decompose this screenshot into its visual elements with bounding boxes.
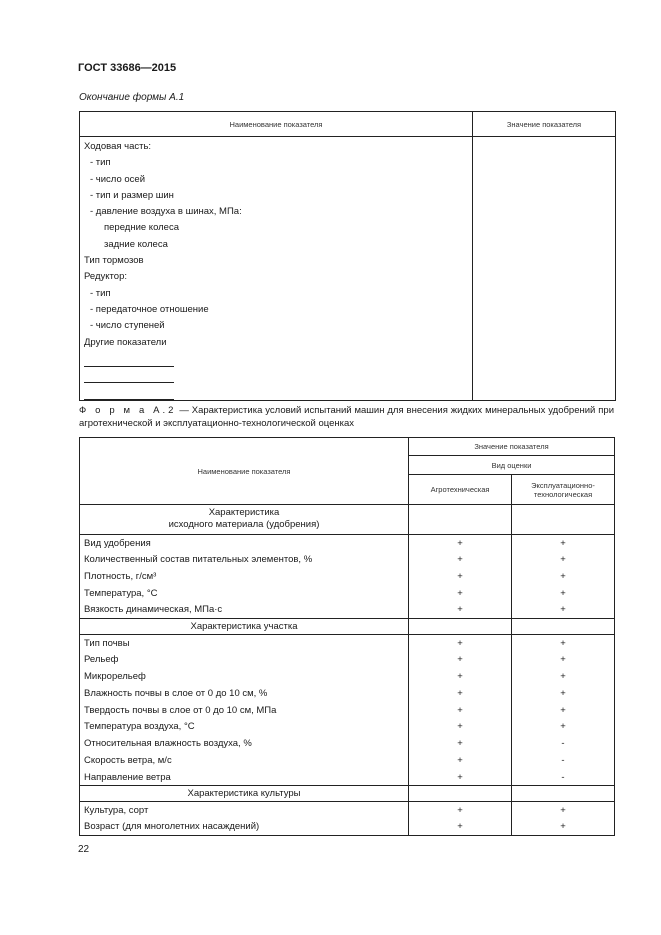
form-a2-col-value: Значение показателя bbox=[409, 438, 615, 456]
agro-mark: + bbox=[409, 718, 512, 735]
section-empty-cell bbox=[409, 505, 512, 535]
table-row bbox=[80, 702, 615, 719]
form-a1-row: Тип тормозов bbox=[84, 255, 144, 267]
agro-mark: + bbox=[409, 702, 512, 719]
indicator-name: Культура, сорт bbox=[80, 802, 409, 819]
section-title-line: Характеристика bbox=[208, 507, 280, 518]
section-title bbox=[80, 505, 409, 535]
section-header-row bbox=[80, 786, 615, 802]
agro-mark: + bbox=[409, 802, 512, 819]
form-a1-row: - число ступеней bbox=[90, 320, 165, 332]
table-row bbox=[80, 735, 615, 752]
agro-mark: + bbox=[409, 568, 512, 585]
form-a1-row: - передаточное отношение bbox=[90, 303, 209, 315]
section-title: Характеристика участка bbox=[80, 618, 409, 634]
expl-mark: + bbox=[512, 585, 615, 602]
form-a2-col-expl: Эксплуатационно-технологическая bbox=[512, 475, 615, 505]
table-row bbox=[80, 802, 615, 819]
indicator-name: Скорость ветра, м/с bbox=[80, 752, 409, 769]
expl-mark: + bbox=[512, 685, 615, 702]
agro-mark: + bbox=[409, 585, 512, 602]
document-header: ГОСТ 33686—2015 bbox=[78, 62, 177, 74]
form-a1-caption: Окончание формы А.1 bbox=[79, 92, 185, 103]
section-header-row bbox=[80, 505, 615, 535]
agro-mark: + bbox=[409, 651, 512, 668]
expl-mark: - bbox=[512, 752, 615, 769]
blank-entry-line bbox=[84, 367, 174, 383]
section-title-line: исходного материала (удобрения) bbox=[168, 519, 320, 530]
section-empty-cell bbox=[512, 618, 615, 634]
section-empty-cell bbox=[409, 786, 512, 802]
indicator-name: Относительная влажность воздуха, % bbox=[80, 735, 409, 752]
table-row bbox=[80, 718, 615, 735]
form-a2-table bbox=[79, 437, 615, 836]
form-a1-row: - тип bbox=[90, 157, 111, 169]
expl-mark: + bbox=[512, 634, 615, 651]
table-row bbox=[80, 568, 615, 585]
form-a1-row: Ходовая часть: bbox=[84, 141, 152, 152]
indicator-name: Тип почвы bbox=[80, 634, 409, 651]
indicator-name: Вид удобрения bbox=[80, 535, 409, 552]
form-a1-table bbox=[79, 111, 616, 401]
section-title: Характеристика культуры bbox=[80, 786, 409, 802]
expl-mark: - bbox=[512, 769, 615, 786]
expl-mark: + bbox=[512, 818, 615, 835]
form-a1-row: - тип и размер шин bbox=[90, 189, 174, 201]
table-row bbox=[80, 752, 615, 769]
agro-mark: + bbox=[409, 668, 512, 685]
indicator-name: Возраст (для многолетних насаждений) bbox=[80, 818, 409, 835]
blank-entry-line bbox=[84, 383, 174, 399]
expl-mark: + bbox=[512, 535, 615, 552]
expl-mark: + bbox=[512, 551, 615, 568]
agro-mark: + bbox=[409, 735, 512, 752]
form-a1-row: Редуктор: bbox=[84, 271, 128, 283]
table-row bbox=[80, 685, 615, 702]
agro-mark: + bbox=[409, 634, 512, 651]
agro-mark: + bbox=[409, 535, 512, 552]
form-a1-col-value: Значение показателя bbox=[473, 112, 616, 137]
agro-mark: + bbox=[409, 685, 512, 702]
expl-mark: + bbox=[512, 802, 615, 819]
indicator-name: Влажность почвы в слое от 0 до 10 см, % bbox=[80, 685, 409, 702]
table-row bbox=[80, 769, 615, 786]
form-a1-col-name: Наименование показателя bbox=[80, 112, 473, 137]
indicator-name: Рельеф bbox=[80, 651, 409, 668]
agro-mark: + bbox=[409, 818, 512, 835]
form-a2-col-agro: Агротехническая bbox=[409, 475, 512, 505]
form-a2-col-name: Наименование показателя bbox=[80, 438, 409, 505]
expl-mark: + bbox=[512, 568, 615, 585]
table-row bbox=[80, 634, 615, 651]
form-a1-row: - давление воздуха в шинах, МПа: bbox=[90, 206, 242, 218]
indicator-name: Направление ветра bbox=[80, 769, 409, 786]
table-row bbox=[80, 585, 615, 602]
agro-mark: + bbox=[409, 769, 512, 786]
agro-mark: + bbox=[409, 551, 512, 568]
form-a2-col-type: Вид оценки bbox=[409, 456, 615, 475]
expl-mark: + bbox=[512, 718, 615, 735]
form-a1-row: передние колеса bbox=[104, 222, 180, 234]
section-header-row bbox=[80, 618, 615, 634]
indicator-name: Вязкость динамическая, МПа·с bbox=[80, 602, 409, 619]
expl-mark: + bbox=[512, 668, 615, 685]
section-empty-cell bbox=[512, 786, 615, 802]
form-a2-title-prefix: Ф о р м а А.2 bbox=[79, 405, 177, 416]
indicator-name: Количественный состав питательных элементов, % bbox=[80, 551, 409, 568]
section-empty-cell bbox=[512, 505, 615, 535]
table-row bbox=[80, 602, 615, 619]
expl-mark: - bbox=[512, 735, 615, 752]
expl-mark: + bbox=[512, 702, 615, 719]
table-row bbox=[80, 551, 615, 568]
blank-entry-line bbox=[84, 351, 174, 367]
agro-mark: + bbox=[409, 752, 512, 769]
indicator-name: Плотность, г/см³ bbox=[80, 568, 409, 585]
form-a2-title-text: — Характеристика условий испытаний машин для внесения жидких минеральных удобрений при агротехнической и эксплуатационно-технологической оценках bbox=[79, 405, 615, 429]
form-a2-title bbox=[79, 404, 614, 430]
expl-mark: + bbox=[512, 651, 615, 668]
indicator-name: Температура, °С bbox=[80, 585, 409, 602]
form-a1-row: - число осей bbox=[90, 173, 146, 185]
section-empty-cell bbox=[409, 618, 512, 634]
page-number: 22 bbox=[78, 844, 90, 855]
form-a1-value-cell bbox=[473, 137, 616, 401]
agro-mark: + bbox=[409, 602, 512, 619]
form-a1-row: Другие показатели bbox=[84, 336, 167, 348]
table-row bbox=[80, 651, 615, 668]
form-a1-list bbox=[80, 137, 473, 401]
indicator-name: Твердость почвы в слое от 0 до 10 см, МПа bbox=[80, 702, 409, 719]
form-a1-row: задние колеса bbox=[104, 238, 168, 250]
indicator-name: Температура воздуха, °С bbox=[80, 718, 409, 735]
indicator-name: Микрорельеф bbox=[80, 668, 409, 685]
table-row bbox=[80, 668, 615, 685]
table-row bbox=[80, 535, 615, 552]
form-a1-row: - тип bbox=[90, 287, 111, 299]
expl-mark: + bbox=[512, 602, 615, 619]
table-row bbox=[80, 818, 615, 835]
